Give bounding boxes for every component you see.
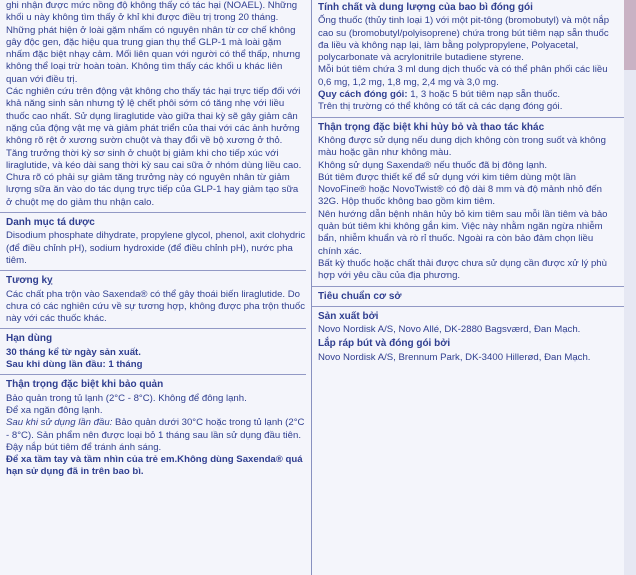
disposal-text-5: Bất kỳ thuốc hoặc chất thải được chưa sử dụng cần được xử lý phù hợp với yêu cầu của địa phương. <box>318 257 607 282</box>
heading-incompatibilities: Tương kỵ <box>6 275 53 287</box>
section-divider <box>0 212 306 213</box>
disposal-text-1: Không được sử dụng nếu dung dịch không còn trong suốt và không màu hoặc gần như không màu. <box>318 134 606 159</box>
section-divider <box>312 286 624 287</box>
excipients-text: Disodium phosphate dihydrate, propylene glycol, phenol, axit clohydric (để điều chỉnh pH), sodium hydroxide (để điều chỉnh pH), nước pha tiêm. <box>6 230 306 266</box>
packaging-text-2: Mỗi bút tiêm chứa 3 ml dung dịch thuốc và có thể phân phối các liều 0,6 mg, 1,2 mg, 1,8 mg, 2,4 mg và 3,0 mg. <box>318 64 608 88</box>
disposal-text-3: Bút tiêm được thiết kế để sử dụng với kim tiêm dùng một lần NovoFine® hoặc NovoTwist® có độ dài 8 mm và độ mảnh nhỏ đến 32G. Hộp thuốc không bao gồm kim tiêm. <box>318 171 602 208</box>
shelf-life-line-2: Sau khi dùng lần đầu: 1 tháng <box>6 359 143 371</box>
heading-shelf-life: Hạn dùng <box>6 333 53 345</box>
page-edge <box>624 0 636 575</box>
child-warning: Để xa tầm tay và tầm nhìn của trẻ em.Không dùng Saxenda® quá hạn sử dụng đã in trên bao bì. <box>6 454 303 478</box>
packager-address: Novo Nordisk A/S, Brennum Park, DK-3400 Hillerød, Đan Mạch. <box>318 351 591 363</box>
storage-line-3 <box>6 417 306 442</box>
storage-line-4: Đậy nắp bút tiêm để tránh ánh sáng. <box>6 441 162 453</box>
packaging-text-4: Trên thị trường có thể không có tất cả các dạng đóng gói. <box>318 101 563 113</box>
manufacturer-address: Novo Nordisk A/S, Novo Allé, DK-2880 Bagsværd, Đan Mạch. <box>318 324 581 336</box>
heading-standard: Tiêu chuẩn cơ sở <box>318 290 402 302</box>
section-divider <box>312 306 624 307</box>
page-edge-accent <box>624 0 636 70</box>
pack-size-text: 1, 3 hoặc 5 bút tiêm nạp sẵn thuốc. <box>407 89 561 101</box>
storage-after-first-use-text: Bảo quản dưới 30°C hoặc trong tủ lạnh (2°C - 8°C). Sản phẩm nên được loại bỏ 1 tháng sau lần sử dụng đầu tiên. <box>6 417 305 441</box>
section-divider <box>0 328 306 329</box>
right-column <box>318 0 618 364</box>
packaging-text-1: Ống thuốc (thủy tinh loại 1) với một pit-tông (bromobutyl) và một nắp cao su (bromobutyl/polyisoprene) chứa trong bút tiêm nạp sẵn thuốc đa liều và không nạp lại, làm bằng polypropylene, Polyacetal, polycarbonate và acrylonitrile butadiene styrene. <box>318 15 610 64</box>
heading-excipients: Danh mục tá dược <box>6 217 95 229</box>
section-divider <box>312 117 624 118</box>
pack-size-label: Quy cách đóng gói: <box>318 89 408 101</box>
section-divider <box>0 374 306 375</box>
heading-storage: Thận trọng đặc biệt khi bảo quản <box>6 379 164 391</box>
heading-disposal: Thận trọng đặc biệt khi hủy bỏ và thao tác khác <box>318 121 545 133</box>
shelf-life-line-1: 30 tháng kể từ ngày sản xuất. <box>6 346 141 358</box>
paragraph-reproduction: Các nghiên cứu trên động vật không cho thấy tác hại trực tiếp đối với khả năng sinh sản nhưng tỷ lệ chết phôi sớm có tăng nhẹ với liều thuốc cao nhất. Sử dụng liraglutide vào giữa thai kỳ sẽ gây giảm cân nặng của động vật mẹ và giảm phát triển của thai với các ảnh hưởng không rõ rệt ở xương sườn chuột và thay đổi về bộ xương ở thỏ. Tăng trưởng thời kỳ sơ sinh ở chuột bị giảm khi cho tiếp xúc với liraglutide, và kéo dài sang thời kỳ sau cai sữa ở nhóm dùng liều cao. Chưa rõ có phải sự giảm tăng trưởng này có nguyên nhân từ giảm lượng sữa ăn vào do tác dụng trực tiếp của GLP-1 hay giảm tạo sữa ở chuột mẹ do giảm thu nhận calo. <box>6 86 302 208</box>
section-divider <box>0 270 306 271</box>
storage-line-1: Bảo quản trong tủ lạnh (2°C - 8°C). Không để đông lạnh. <box>6 392 247 404</box>
packaging-text-3 <box>318 89 618 101</box>
heading-packaging: Tính chất và dung lượng của bao bì đóng gói <box>318 2 533 13</box>
disposal-text-2: Không sử dụng Saxenda® nếu thuốc đã bị đông lạnh. <box>318 159 547 171</box>
disposal-text-4: Nên hướng dẫn bệnh nhân hủy bỏ kim tiêm sau mỗi lần tiêm và bảo quản bút tiêm khi không gắn kim. Việc này nhằm ngăn ngừa nhiễm bẩn, nhiễm khuẩn và rò rỉ thuốc. Ngoài ra còn bảo đảm chọn liều chính xác. <box>318 208 608 257</box>
heading-packager: Lắp ráp bút và đóng gói bởi <box>318 338 451 350</box>
storage-after-first-use-label: Sau khi sử dụng lần đầu: <box>6 417 113 429</box>
incompatibilities-text: Các chất pha trộn vào Saxenda® có thể gây thoái biến liraglutide. Do chưa có các nghiên cứu về sự tương hợp, không được pha trộn thuốc này với các thuốc khác. <box>6 288 305 325</box>
left-column <box>6 0 306 479</box>
paragraph-carcinogenicity: ghi nhận được mức nồng độ không thấy có tác hại (NOAEL). Những khối u này không tìm thấy ở khỉ khi được điều trị trong 20 tháng. Những phát hiện ở loài gặm nhấm có nguyên nhân từ cơ chế không gây độc gen, đặc hiệu qua trung gian thụ thể GLP-1 mà loài gặm nhấm đặc biệt nhạy cảm. Mối liên quan với người có thể thấp, nhưng không thể loại trừ hoàn toàn. Không tìm thấy các khối u khác liên quan với điều trị. <box>6 0 301 85</box>
heading-manufacturer: Sản xuất bởi <box>318 310 379 322</box>
storage-line-2: Để xa ngăn đông lạnh. <box>6 404 103 416</box>
column-divider <box>311 0 312 575</box>
